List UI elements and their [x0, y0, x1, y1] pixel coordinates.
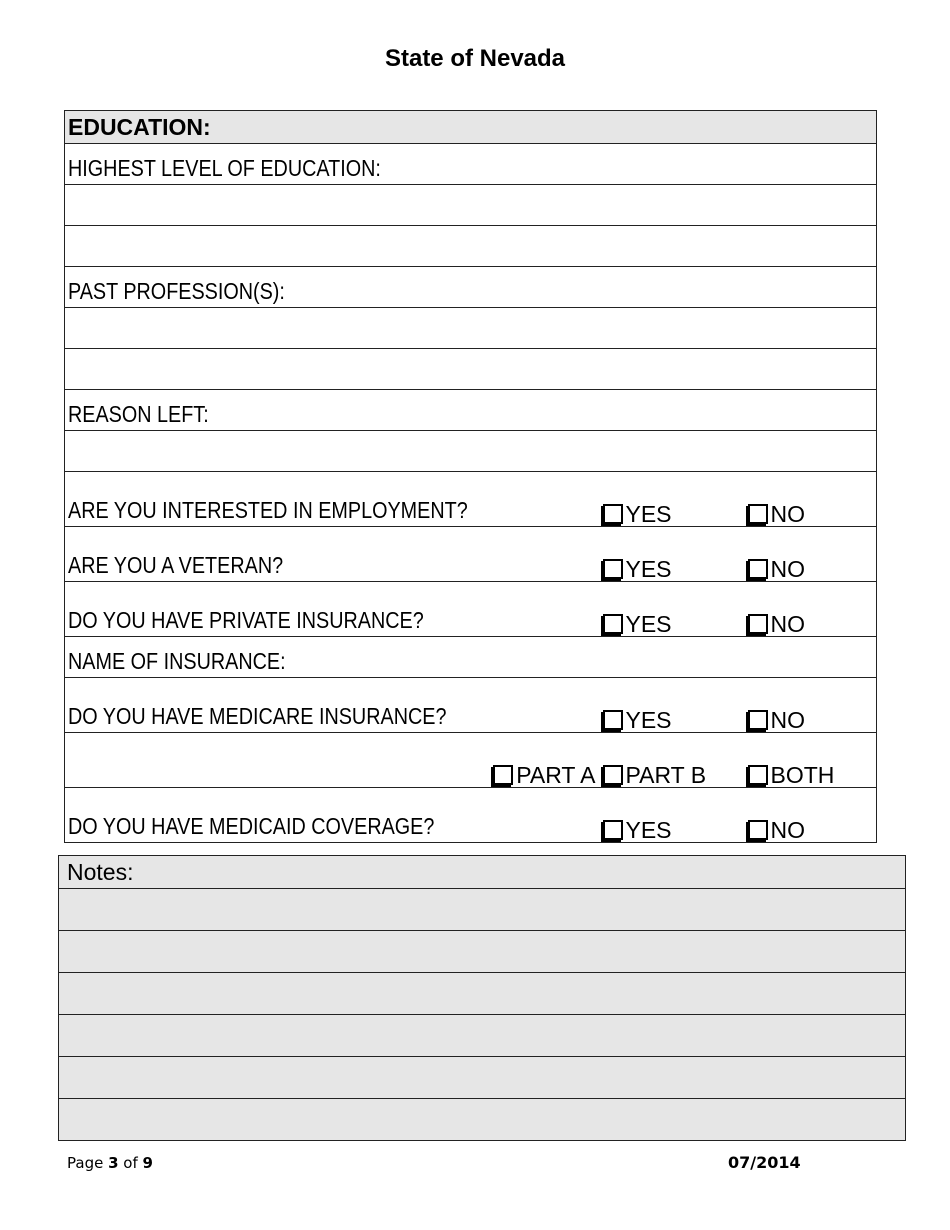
notes-line-2[interactable] [59, 931, 906, 973]
notes-line-3[interactable] [59, 973, 906, 1015]
checkbox-icon [748, 614, 768, 634]
education-heading: EDUCATION: [65, 111, 877, 144]
notes-line-6[interactable] [59, 1099, 906, 1141]
checkbox-icon [493, 765, 513, 785]
employment-yes-checkbox[interactable]: YES [601, 503, 672, 526]
checkbox-icon [748, 559, 768, 579]
checkbox-icon [748, 504, 768, 524]
employment-no-checkbox[interactable]: NO [746, 503, 806, 526]
form-date: 07/2014 [728, 1153, 801, 1172]
private-insurance-question: DO YOU HAVE PRIVATE INSURANCE? [65, 582, 598, 637]
notes-label: Notes: [59, 856, 906, 889]
reason-left-line[interactable] [65, 431, 877, 472]
medicare-both-checkbox[interactable]: BOTH [746, 764, 835, 787]
insurance-name-label: NAME OF INSURANCE: [68, 648, 286, 674]
insurance-name-field[interactable] [65, 637, 877, 678]
medicare-no-checkbox[interactable]: NO [746, 709, 806, 732]
past-profession-line-1[interactable] [65, 308, 877, 349]
medicaid-question: DO YOU HAVE MEDICAID COVERAGE? [65, 788, 598, 843]
reason-left-label: REASON LEFT: [65, 390, 877, 431]
medicare-part-b-checkbox[interactable]: PART B [601, 764, 707, 787]
past-profession-line-2[interactable] [65, 349, 877, 390]
checkbox-icon [603, 765, 623, 785]
checkbox-icon [603, 614, 623, 634]
page-number: Page 3 of 9 [67, 1154, 153, 1172]
private-insurance-yes-checkbox[interactable]: YES [601, 613, 672, 636]
employment-question: ARE YOU INTERESTED IN EMPLOYMENT? [65, 472, 598, 527]
notes-line-4[interactable] [59, 1015, 906, 1057]
veteran-question: ARE YOU A VETERAN? [65, 527, 598, 582]
checkbox-icon [603, 820, 623, 840]
checkbox-icon [603, 710, 623, 730]
veteran-yes-checkbox[interactable]: YES [601, 558, 672, 581]
past-profession-label: PAST PROFESSION(S): [65, 267, 877, 308]
education-form [64, 110, 877, 843]
checkbox-icon [748, 765, 768, 785]
page-title: State of Nevada [384, 45, 566, 72]
notes-line-5[interactable] [59, 1057, 906, 1099]
medicare-yes-checkbox[interactable]: YES [601, 709, 672, 732]
medicaid-no-checkbox[interactable]: NO [746, 819, 806, 842]
notes-line-1[interactable] [59, 889, 906, 931]
medicare-part-a-checkbox[interactable]: PART A [491, 764, 595, 787]
highest-education-line-1[interactable] [65, 185, 877, 226]
highest-education-label: HIGHEST LEVEL OF EDUCATION: [65, 144, 877, 185]
checkbox-icon [603, 559, 623, 579]
notes-section [58, 855, 906, 1141]
checkbox-icon [748, 710, 768, 730]
highest-education-line-2[interactable] [65, 226, 877, 267]
veteran-no-checkbox[interactable]: NO [746, 558, 806, 581]
checkbox-icon [603, 504, 623, 524]
checkbox-icon [748, 820, 768, 840]
medicaid-yes-checkbox[interactable]: YES [601, 819, 672, 842]
private-insurance-no-checkbox[interactable]: NO [746, 613, 806, 636]
medicare-question: DO YOU HAVE MEDICARE INSURANCE? [65, 678, 598, 733]
